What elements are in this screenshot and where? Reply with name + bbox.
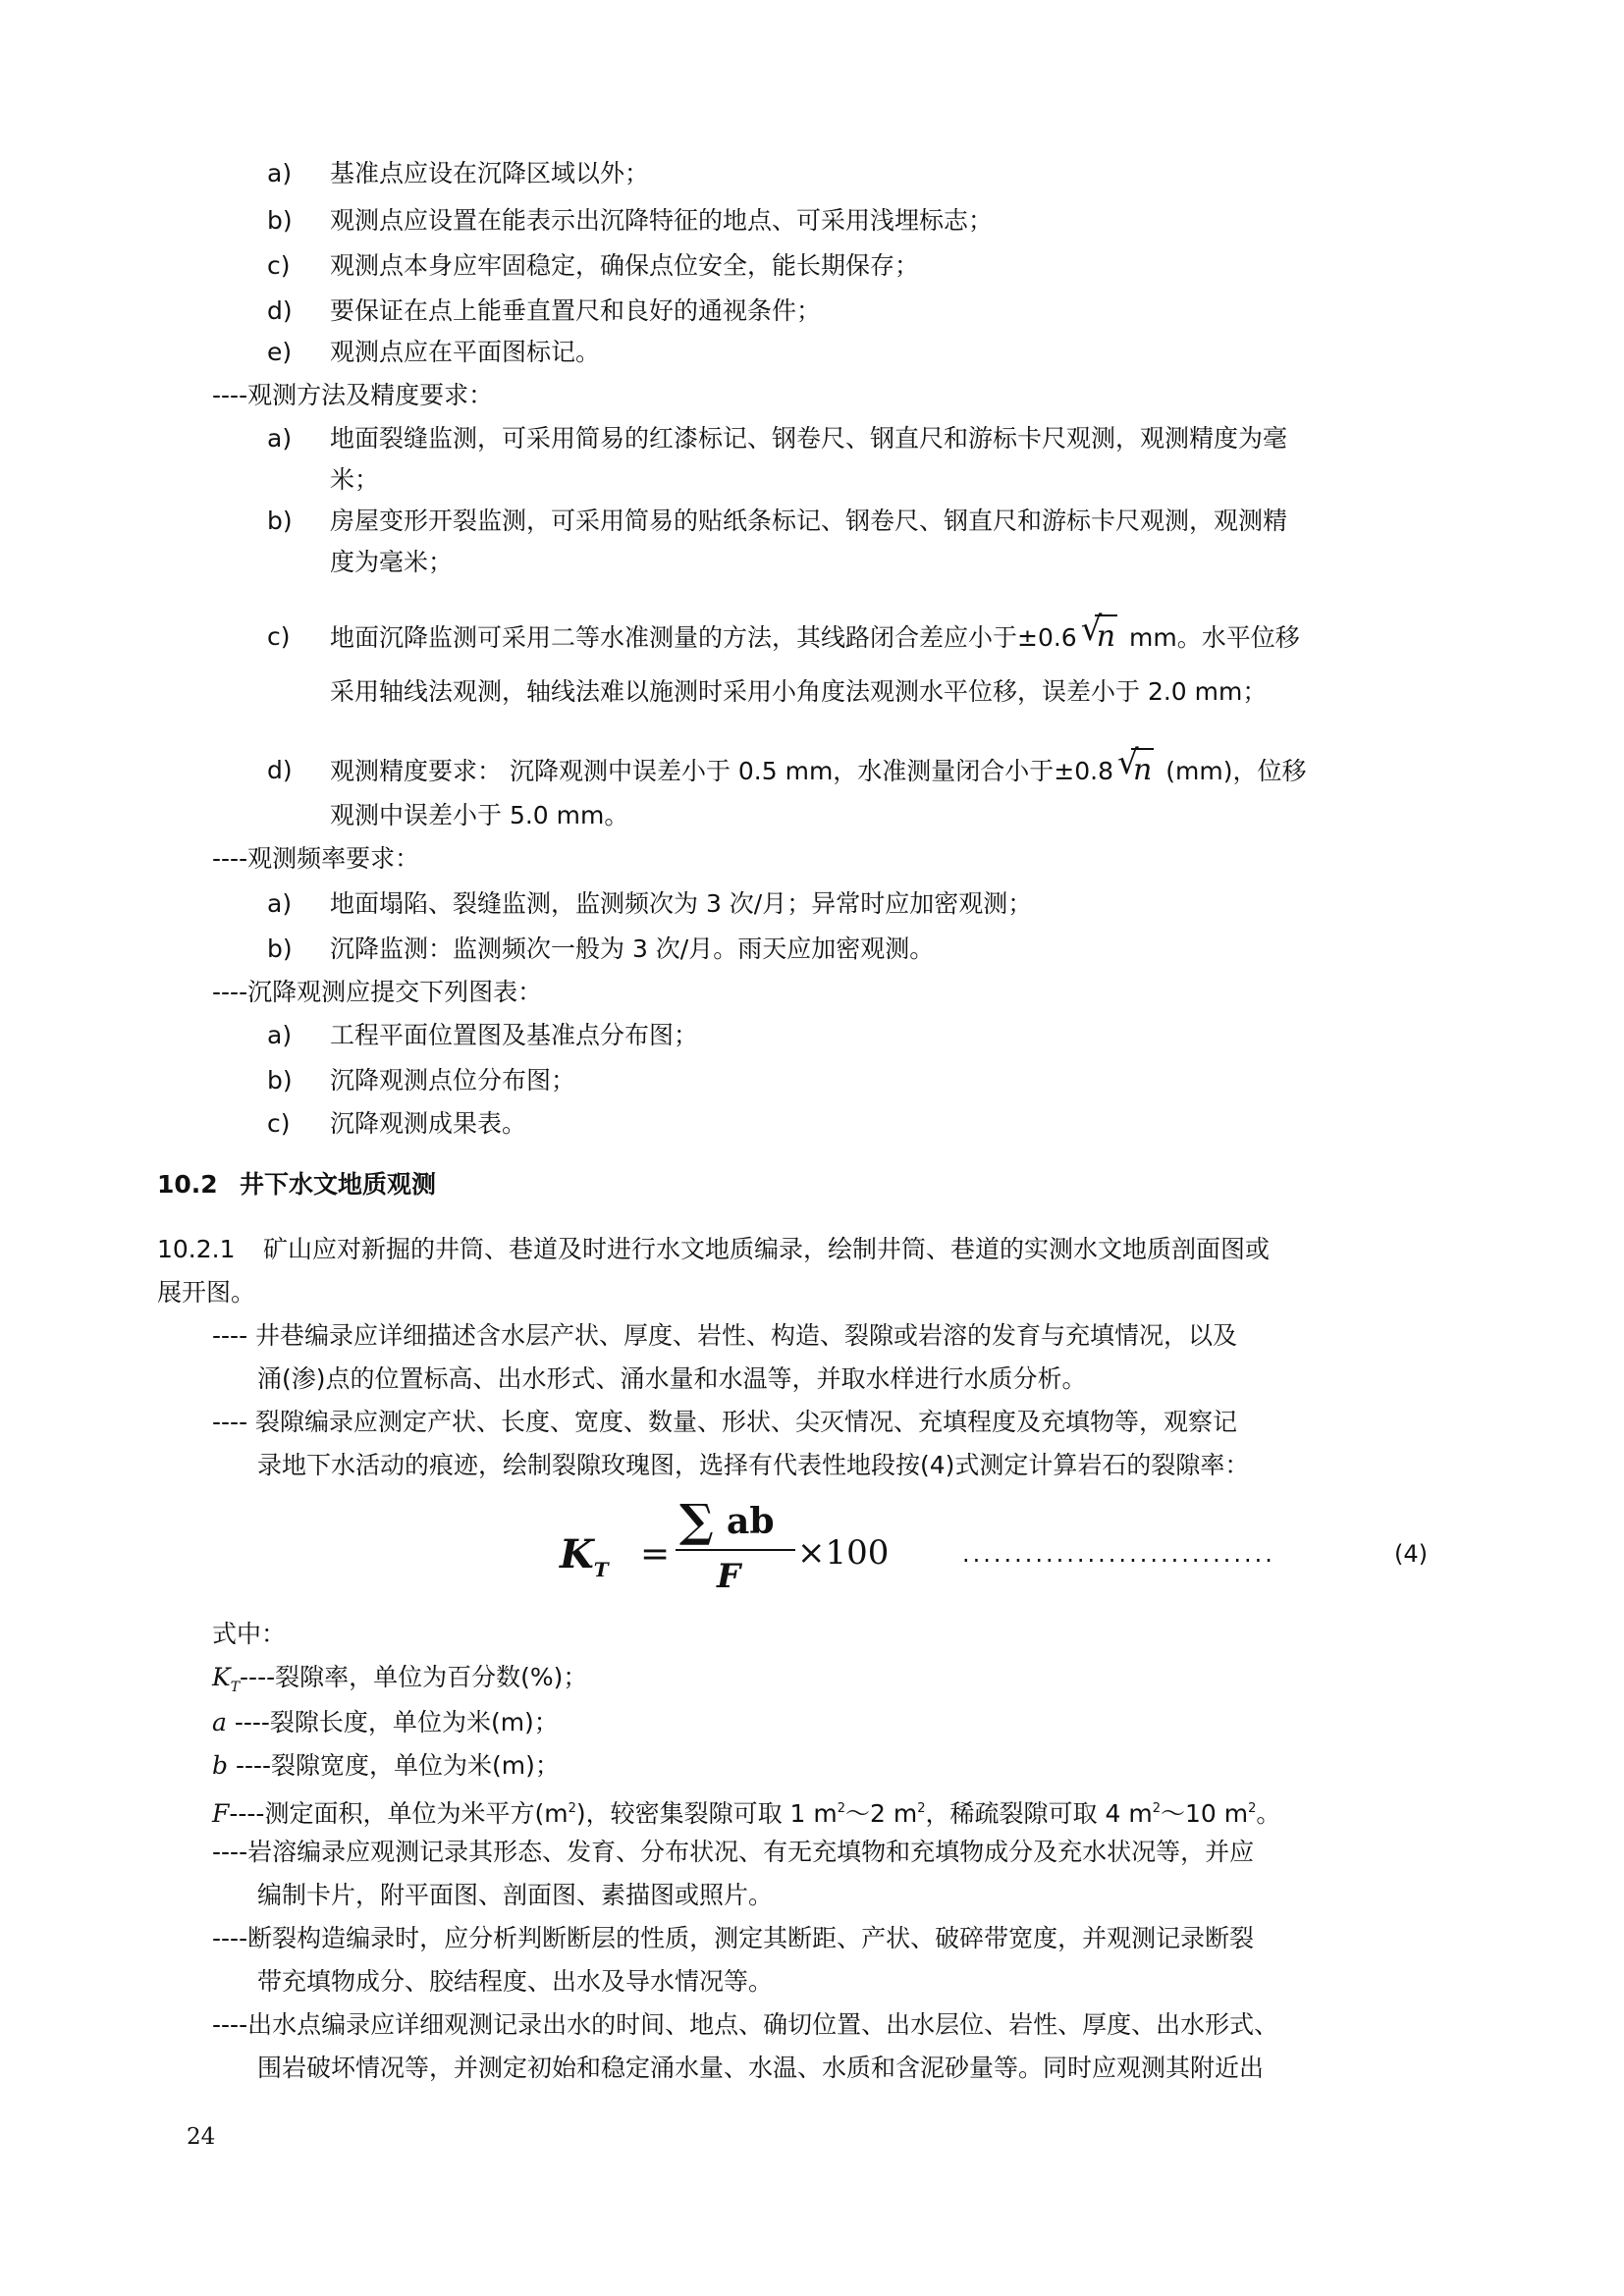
formula-sum: ∑ — [679, 1494, 714, 1547]
item-label: c) — [267, 251, 291, 280]
formula-denominator: F — [717, 1557, 741, 1596]
item-text-pre: 地面沉降监测可采用二等水准测量的方法，其线路闭合差应小于±0.6 — [330, 623, 1077, 652]
section-number: 10.2 — [157, 1170, 218, 1199]
item-text: 观测中误差小于 5.0 mm。 — [330, 801, 629, 829]
item-text-post: (mm)，位移 — [1158, 757, 1307, 785]
item-label: c) — [267, 622, 291, 651]
item-text: 观测点应在平面图标记。 — [330, 338, 601, 366]
item-text: 地面裂缝监测，可采用简易的红漆标记、钢卷尺、钢直尺和游标卡尺观测，观测精度为毫 — [330, 424, 1288, 453]
paragraph-text: ---- 井巷编录应详细描述含水层产状、厚度、岩性、构造、裂隙或岩溶的发育与充填情况，以及 — [212, 1321, 1238, 1350]
item-label: a) — [267, 159, 293, 187]
item-label: c) — [267, 1109, 291, 1138]
paragraph-text: 录地下水活动的痕迹，绘制裂隙玫瑰图，选择有代表性地段按(4)式测定计算岩石的裂隙率： — [257, 1451, 1250, 1479]
formula-equals: = — [640, 1534, 671, 1575]
item-label: a) — [267, 1021, 293, 1049]
definition-symbol: b — [212, 1751, 229, 1780]
paragraph-text: 展开图。 — [157, 1278, 256, 1307]
paragraph-text: ---- 裂隙编录应测定产状、长度、宽度、数量、形状、尖灭情况、充填程度及充填物等，观察记 — [212, 1408, 1238, 1436]
item-text: 沉降监测：监测频次一般为 3 次/月。雨天应加密观测。 — [330, 934, 935, 963]
item-text: 沉降观测成果表。 — [330, 1109, 527, 1138]
item-text — [330, 743, 1307, 788]
definition-symbol: a — [212, 1708, 227, 1736]
item-label: d) — [267, 296, 293, 325]
item-label: b) — [267, 934, 293, 963]
sqrt-n: √ n — [1080, 610, 1116, 654]
definition-text: F----测定面积，单位为米平方$(m^2)$，较密集裂隙可取 1 $m^2\sim 2$ $m^2$，稀疏裂隙可取 4 $m^2\sim 10$ $m^2$。 — [212, 1799, 1281, 1828]
paragraph-text: ----岩溶编录应观测记录其形态、发育、分布状况、有无充填物和充填物成分及充水状况等，并应 — [212, 1838, 1255, 1866]
section-title: 井下水文地质观测 — [240, 1170, 437, 1199]
sqrt-radicand: n — [1096, 619, 1116, 654]
item-text: 要保证在点上能垂直置尺和良好的通视条件； — [330, 296, 822, 325]
formula-numerator: ab — [727, 1501, 775, 1542]
paragraph-text: 涌(渗)点的位置标高、出水形式、涌水量和水温等，并取水样进行水质分析。 — [257, 1364, 1087, 1393]
paragraph-text: ----出水点编录应详细观测记录出水的时间、地点、确切位置、出水层位、岩性、厚度、出水形式、 — [212, 2010, 1279, 2039]
page-number: 24 — [187, 2124, 216, 2150]
dash-heading-method: ----观测方法及精度要求： — [212, 381, 494, 409]
item-label: b) — [267, 1066, 293, 1095]
fraction-bar — [676, 1549, 795, 1551]
item-text: 采用轴线法观测，轴线法难以施测时采用小角度法观测水平位移，误差小于 2.0 mm； — [330, 677, 1268, 706]
paragraph-text: 围岩破坏情况等，并测定初始和稳定涌水量、水温、水质和含泥砂量等。同时应观测其附近出 — [257, 2054, 1265, 2082]
formula-leader-dots: .............................. — [962, 1540, 1275, 1568]
item-text-pre: 观测精度要求： 沉降观测中误差小于 0.5 mm，水准测量闭合小于±0.8 — [330, 757, 1114, 785]
item-label: a) — [267, 889, 293, 918]
formula-multiplier: ×100 — [797, 1533, 890, 1573]
definition-symbol: F — [212, 1799, 230, 1828]
item-text: 度为毫米； — [330, 548, 454, 576]
item-text: 基准点应设在沉降区域以外； — [330, 159, 650, 187]
item-text: 地面塌陷、裂缝监测，监测频次为 3 次/月；异常时应加密观测； — [330, 889, 1033, 918]
dash-heading-submit: ----沉降观测应提交下列图表： — [212, 978, 543, 1006]
item-text: 工程平面位置图及基准点分布图； — [330, 1021, 699, 1049]
item-text — [330, 610, 1300, 655]
item-text: 沉降观测点位分布图； — [330, 1066, 576, 1095]
item-text: 观测点应设置在能表示出沉降特征的地点、可采用浅埋标志； — [330, 206, 994, 235]
formula-tag: (4) — [1394, 1540, 1428, 1568]
paragraph-text: 矿山应对新掘的井筒、巷道及时进行水文地质编录，绘制井筒、巷道的实测水文地质剖面图或 — [263, 1235, 1271, 1263]
item-label: e) — [267, 338, 293, 366]
item-text: 观测点本身应牢固稳定，确保点位安全，能长期保存； — [330, 251, 920, 280]
item-text: 米； — [330, 465, 380, 494]
sqrt-radicand: n — [1133, 753, 1153, 787]
sqrt-n: √ n — [1117, 743, 1153, 787]
paragraph-text: 带充填物成分、胶结程度、出水及导水情况等。 — [257, 1967, 774, 1996]
item-text: 房屋变形开裂监测，可采用简易的贴纸条标记、钢卷尺、钢直尺和游标卡尺观测，观测精 — [330, 507, 1288, 535]
item-label: b) — [267, 206, 293, 235]
subsection-number: 10.2.1 — [157, 1235, 236, 1263]
where-label: 式中： — [212, 1620, 287, 1648]
definition-text: b ----裂隙宽度，单位为米(m)； — [212, 1751, 560, 1780]
item-label: b) — [267, 507, 293, 535]
paragraph-text: ----断裂构造编录时，应分析判断断层的性质，测定其断距、产状、破碎带宽度，并观测记录断裂 — [212, 1924, 1255, 1952]
formula-lhs: $K_T$ — [560, 1531, 609, 1581]
definition-text: a ----裂隙长度，单位为米(m)； — [212, 1708, 559, 1736]
dash-heading-frequency: ----观测频率要求： — [212, 844, 420, 873]
paragraph-text: 编制卡片，附平面图、剖面图、素描图或照片。 — [257, 1881, 774, 1909]
definition-symbol: K — [212, 1663, 231, 1691]
item-label: d) — [267, 756, 293, 784]
definition-text: $K_T----$裂隙率，单位为百分数(%)； — [212, 1663, 588, 1695]
item-label: a) — [267, 424, 293, 453]
item-text-post: mm。水平位移 — [1121, 623, 1300, 652]
